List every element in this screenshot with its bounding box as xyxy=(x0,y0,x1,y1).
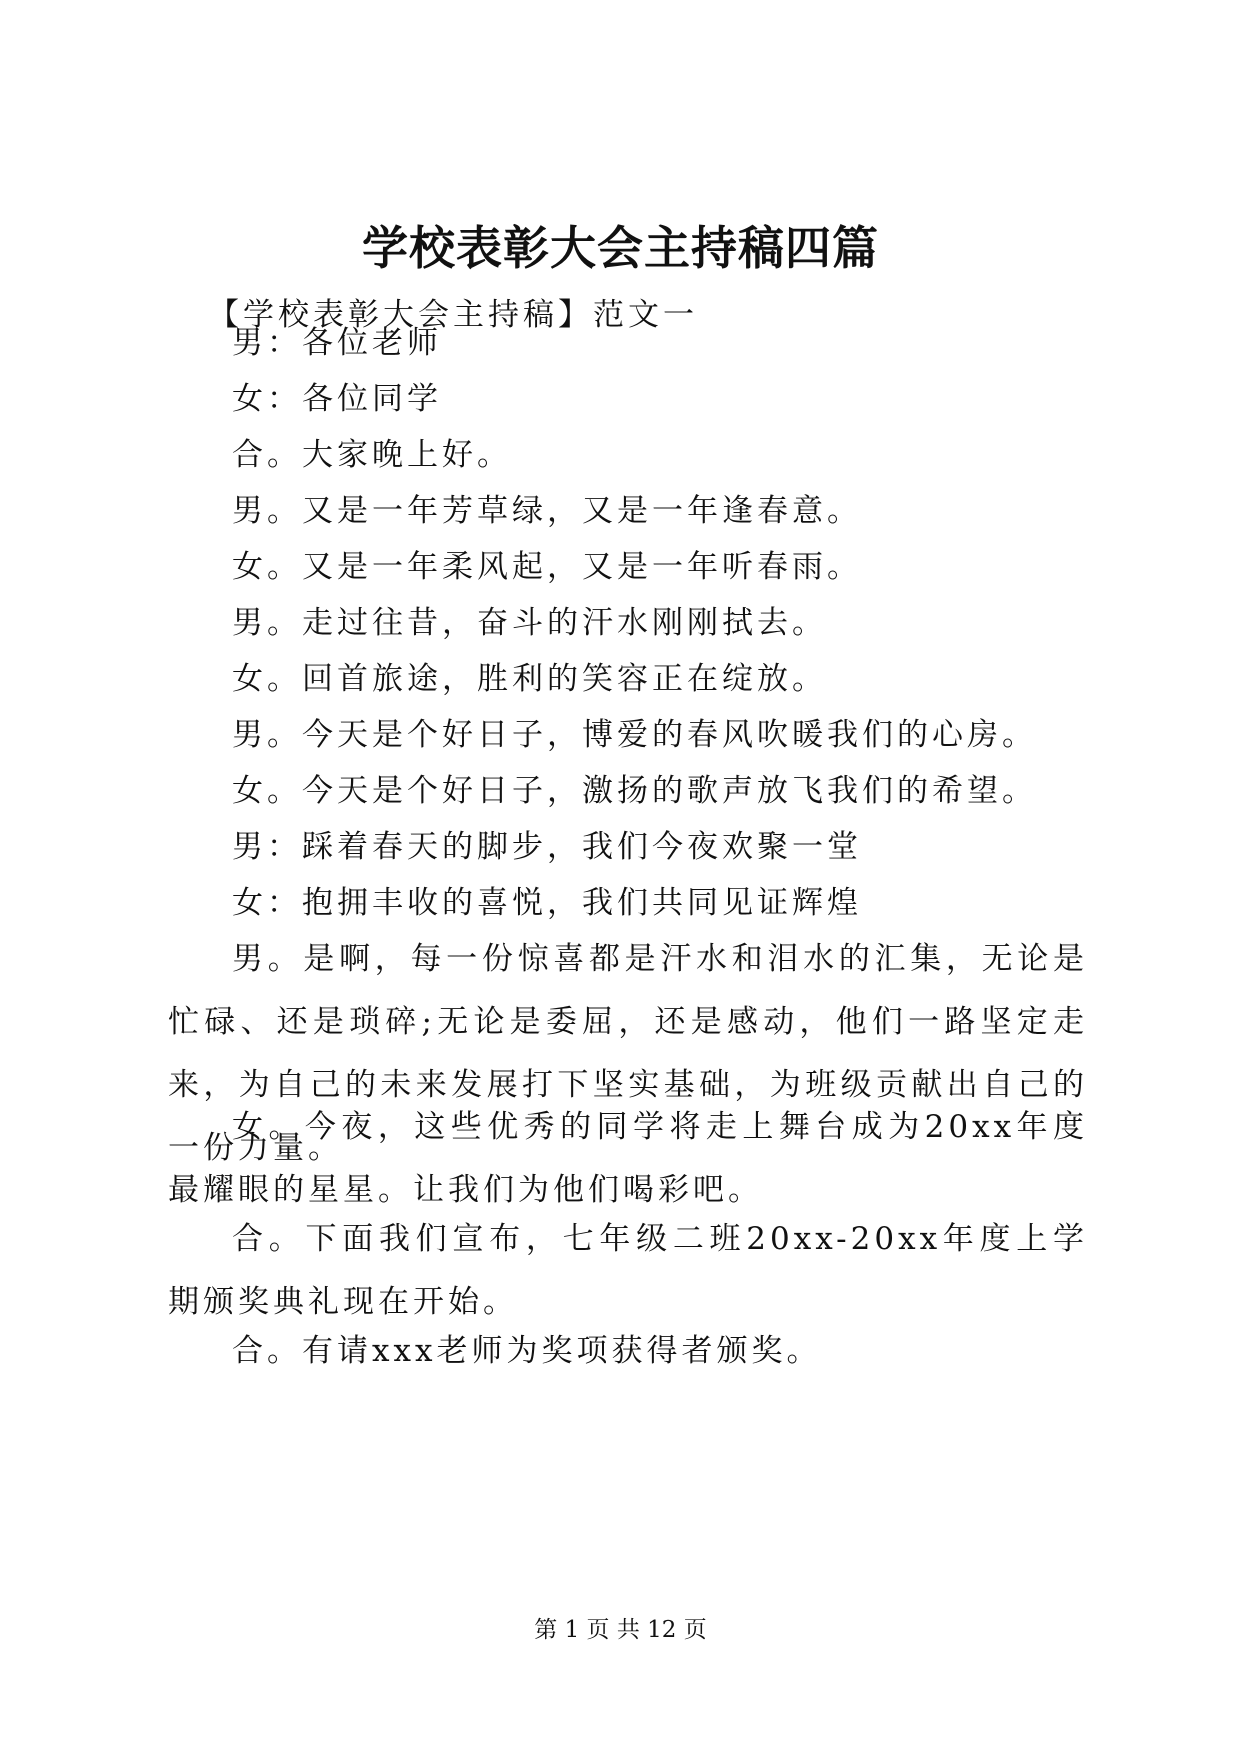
page-footer: 第 1 页 共 12 页 xyxy=(534,1617,707,1643)
document-title: 学校表彰大会主持稿四篇 xyxy=(362,221,879,275)
paragraph: 男：各位老师 xyxy=(232,325,442,361)
paragraph: 女。回首旅途，胜利的笑容正在绽放。 xyxy=(232,661,827,697)
paragraph: 男。是啊，每一份惊喜都是汗水和泪水的汇集，无论是忙碌、还是琐碎;无论是委屈，还是感动，他们一路坚定走来，为自己的未来发展打下坚实基础，为班级贡献出自己的一份力量。 xyxy=(168,941,1088,1166)
paragraph: 男。又是一年芳草绿，又是一年逢春意。 xyxy=(232,493,862,529)
paragraph: 女。今天是个好日子，激扬的歌声放飞我们的希望。 xyxy=(232,773,1037,809)
paragraph-heading: 【学校表彰大会主持稿】范文一 xyxy=(208,297,698,333)
paragraph: 男。今天是个好日子，博爱的春风吹暖我们的心房。 xyxy=(232,717,1037,753)
paragraph: 女：抱拥丰收的喜悦，我们共同见证辉煌 xyxy=(232,885,862,921)
paragraph: 合。有请xxx老师为奖项获得者颁奖。 xyxy=(232,1333,822,1369)
paragraph: 男。走过往昔，奋斗的汗水刚刚拭去。 xyxy=(232,605,827,641)
paragraph: 女。又是一年柔风起，又是一年听春雨。 xyxy=(232,549,862,585)
paragraph: 合。大家晚上好。 xyxy=(232,437,512,473)
paragraph: 合。下面我们宣布，七年级二班20xx-20xx年度上学期颁奖典礼现在开始。 xyxy=(168,1221,1088,1320)
paragraph: 女：各位同学 xyxy=(232,381,442,417)
paragraph: 女。今夜，这些优秀的同学将走上舞台成为20xx年度最耀眼的星星。让我们为他们喝彩吧。 xyxy=(168,1109,1088,1208)
paragraph: 男：踩着春天的脚步，我们今夜欢聚一堂 xyxy=(232,829,862,865)
